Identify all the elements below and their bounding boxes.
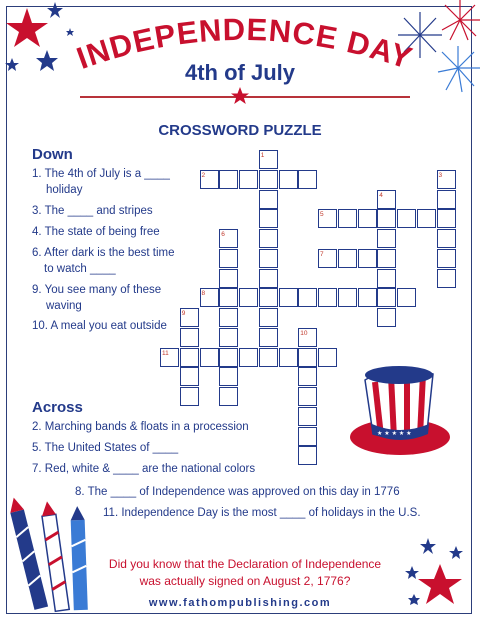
- grid-cell[interactable]: [298, 407, 317, 426]
- across-clue: 11. Independence Day is the most ____ of holidays in the U.S.: [103, 507, 421, 519]
- grid-cell[interactable]: [219, 170, 238, 189]
- star-icon: [420, 538, 436, 554]
- grid-cell[interactable]: [437, 249, 456, 268]
- down-clue: 4. The state of being free: [32, 226, 160, 238]
- across-clue: 5. The United States of ____: [32, 442, 179, 454]
- grid-cell[interactable]: [397, 288, 416, 307]
- down-heading: Down: [32, 146, 73, 163]
- grid-cell[interactable]: [259, 328, 278, 347]
- grid-cell[interactable]: [318, 348, 337, 367]
- grid-cell[interactable]: [219, 348, 238, 367]
- grid-cell[interactable]: [239, 348, 258, 367]
- grid-cell[interactable]: [377, 308, 396, 327]
- grid-cell[interactable]: [377, 269, 396, 288]
- grid-cell[interactable]: [259, 170, 278, 189]
- grid-cell[interactable]: [437, 229, 456, 248]
- grid-cell[interactable]: [259, 209, 278, 228]
- grid-cell[interactable]: [279, 348, 298, 367]
- clue-number: 9: [181, 310, 186, 317]
- page-subtitle: 4th of July: [184, 60, 295, 85]
- grid-cell[interactable]: [219, 387, 238, 406]
- clue-number: 4: [379, 191, 383, 199]
- clue-number: 2: [201, 171, 206, 179]
- grid-cell[interactable]: [259, 348, 278, 367]
- grid-cell[interactable]: [358, 288, 377, 307]
- clue-number: 1: [260, 152, 265, 159]
- grid-cell[interactable]: [219, 308, 238, 327]
- grid-cell[interactable]: [219, 249, 238, 268]
- grid-cell[interactable]: [219, 269, 238, 288]
- grid-cell[interactable]: [298, 348, 317, 367]
- grid-cell[interactable]: [298, 427, 317, 446]
- grid-cell[interactable]: [298, 288, 317, 307]
- clue-number: 6: [221, 231, 225, 238]
- uncle-sam-hat-icon: [345, 362, 455, 462]
- grid-cell[interactable]: [279, 170, 298, 189]
- across-clue: 2. Marching bands & floats in a procession: [32, 421, 249, 433]
- grid-cell[interactable]: [259, 229, 278, 248]
- page-title: INDEPENDENCE DAY: [72, 11, 418, 77]
- grid-cell[interactable]: [259, 288, 278, 307]
- grid-cell[interactable]: [298, 387, 317, 406]
- firecrackers-icon: [6, 488, 106, 614]
- grid-cell[interactable]: [417, 209, 436, 228]
- grid-cell[interactable]: [219, 367, 238, 386]
- grid-cell[interactable]: [437, 209, 456, 228]
- grid-cell[interactable]: [338, 209, 357, 228]
- across-clue: 8. The ____ of Independence was approved on this day in 1776: [75, 486, 400, 498]
- star-icon: [405, 566, 419, 579]
- grid-cell[interactable]: [298, 367, 317, 386]
- footer-url: www.fathompublishing.com: [148, 597, 332, 609]
- clue-number: 5: [320, 211, 324, 219]
- grid-cell[interactable]: [377, 229, 396, 248]
- clue-number: 8: [201, 290, 206, 298]
- grid-cell[interactable]: [180, 348, 199, 367]
- down-clue: 9. You see many of these waving: [32, 284, 162, 312]
- grid-cell[interactable]: [377, 288, 396, 307]
- grid-cell[interactable]: [180, 328, 199, 347]
- down-clue: 1. The 4th of July is a ____ holiday: [32, 168, 170, 196]
- grid-cell[interactable]: [318, 288, 337, 307]
- clue-number: 7: [320, 250, 324, 258]
- grid-cell[interactable]: [437, 269, 456, 288]
- grid-cell[interactable]: [377, 209, 396, 228]
- grid-cell[interactable]: [259, 249, 278, 268]
- grid-cell[interactable]: [239, 288, 258, 307]
- grid-cell[interactable]: [259, 308, 278, 327]
- grid-cell[interactable]: [180, 367, 199, 386]
- grid-cell[interactable]: [279, 288, 298, 307]
- puzzle-title: CROSSWORD PUZZLE: [158, 122, 322, 139]
- grid-cell[interactable]: [338, 288, 357, 307]
- star-icon: [449, 546, 463, 559]
- grid-cell[interactable]: [219, 288, 238, 307]
- grid-cell[interactable]: [180, 387, 199, 406]
- across-clue: 7. Red, white & ____ are the national colors: [32, 463, 256, 475]
- grid-cell[interactable]: [239, 170, 258, 189]
- grid-cell[interactable]: [298, 446, 317, 465]
- down-clue: 6. After dark is the best time to watch ____: [32, 247, 175, 275]
- grid-cell[interactable]: [437, 190, 456, 209]
- grid-cell[interactable]: [377, 249, 396, 268]
- down-clue: 3. The ____ and stripes: [32, 205, 153, 217]
- grid-cell[interactable]: [200, 348, 219, 367]
- clue-number: 10: [300, 329, 308, 337]
- grid-cell[interactable]: [259, 269, 278, 288]
- grid-cell[interactable]: [338, 249, 357, 268]
- grid-cell[interactable]: [259, 190, 278, 209]
- grid-cell[interactable]: [358, 249, 377, 268]
- grid-cell[interactable]: [298, 170, 317, 189]
- svg-text:★ ★ ★ ★ ★: ★ ★ ★ ★ ★: [377, 430, 412, 437]
- clue-number: 11: [162, 349, 169, 357]
- across-heading: Across: [32, 399, 83, 416]
- grid-cell[interactable]: [358, 209, 377, 228]
- grid-cell[interactable]: [397, 209, 416, 228]
- down-clue: 10. A meal you eat outside: [32, 320, 167, 332]
- clue-number: 3: [438, 171, 443, 179]
- grid-cell[interactable]: [219, 328, 238, 347]
- fun-fact: Did you know that the Declaration of Independence was actually signed on August 2, 1776?: [108, 557, 382, 588]
